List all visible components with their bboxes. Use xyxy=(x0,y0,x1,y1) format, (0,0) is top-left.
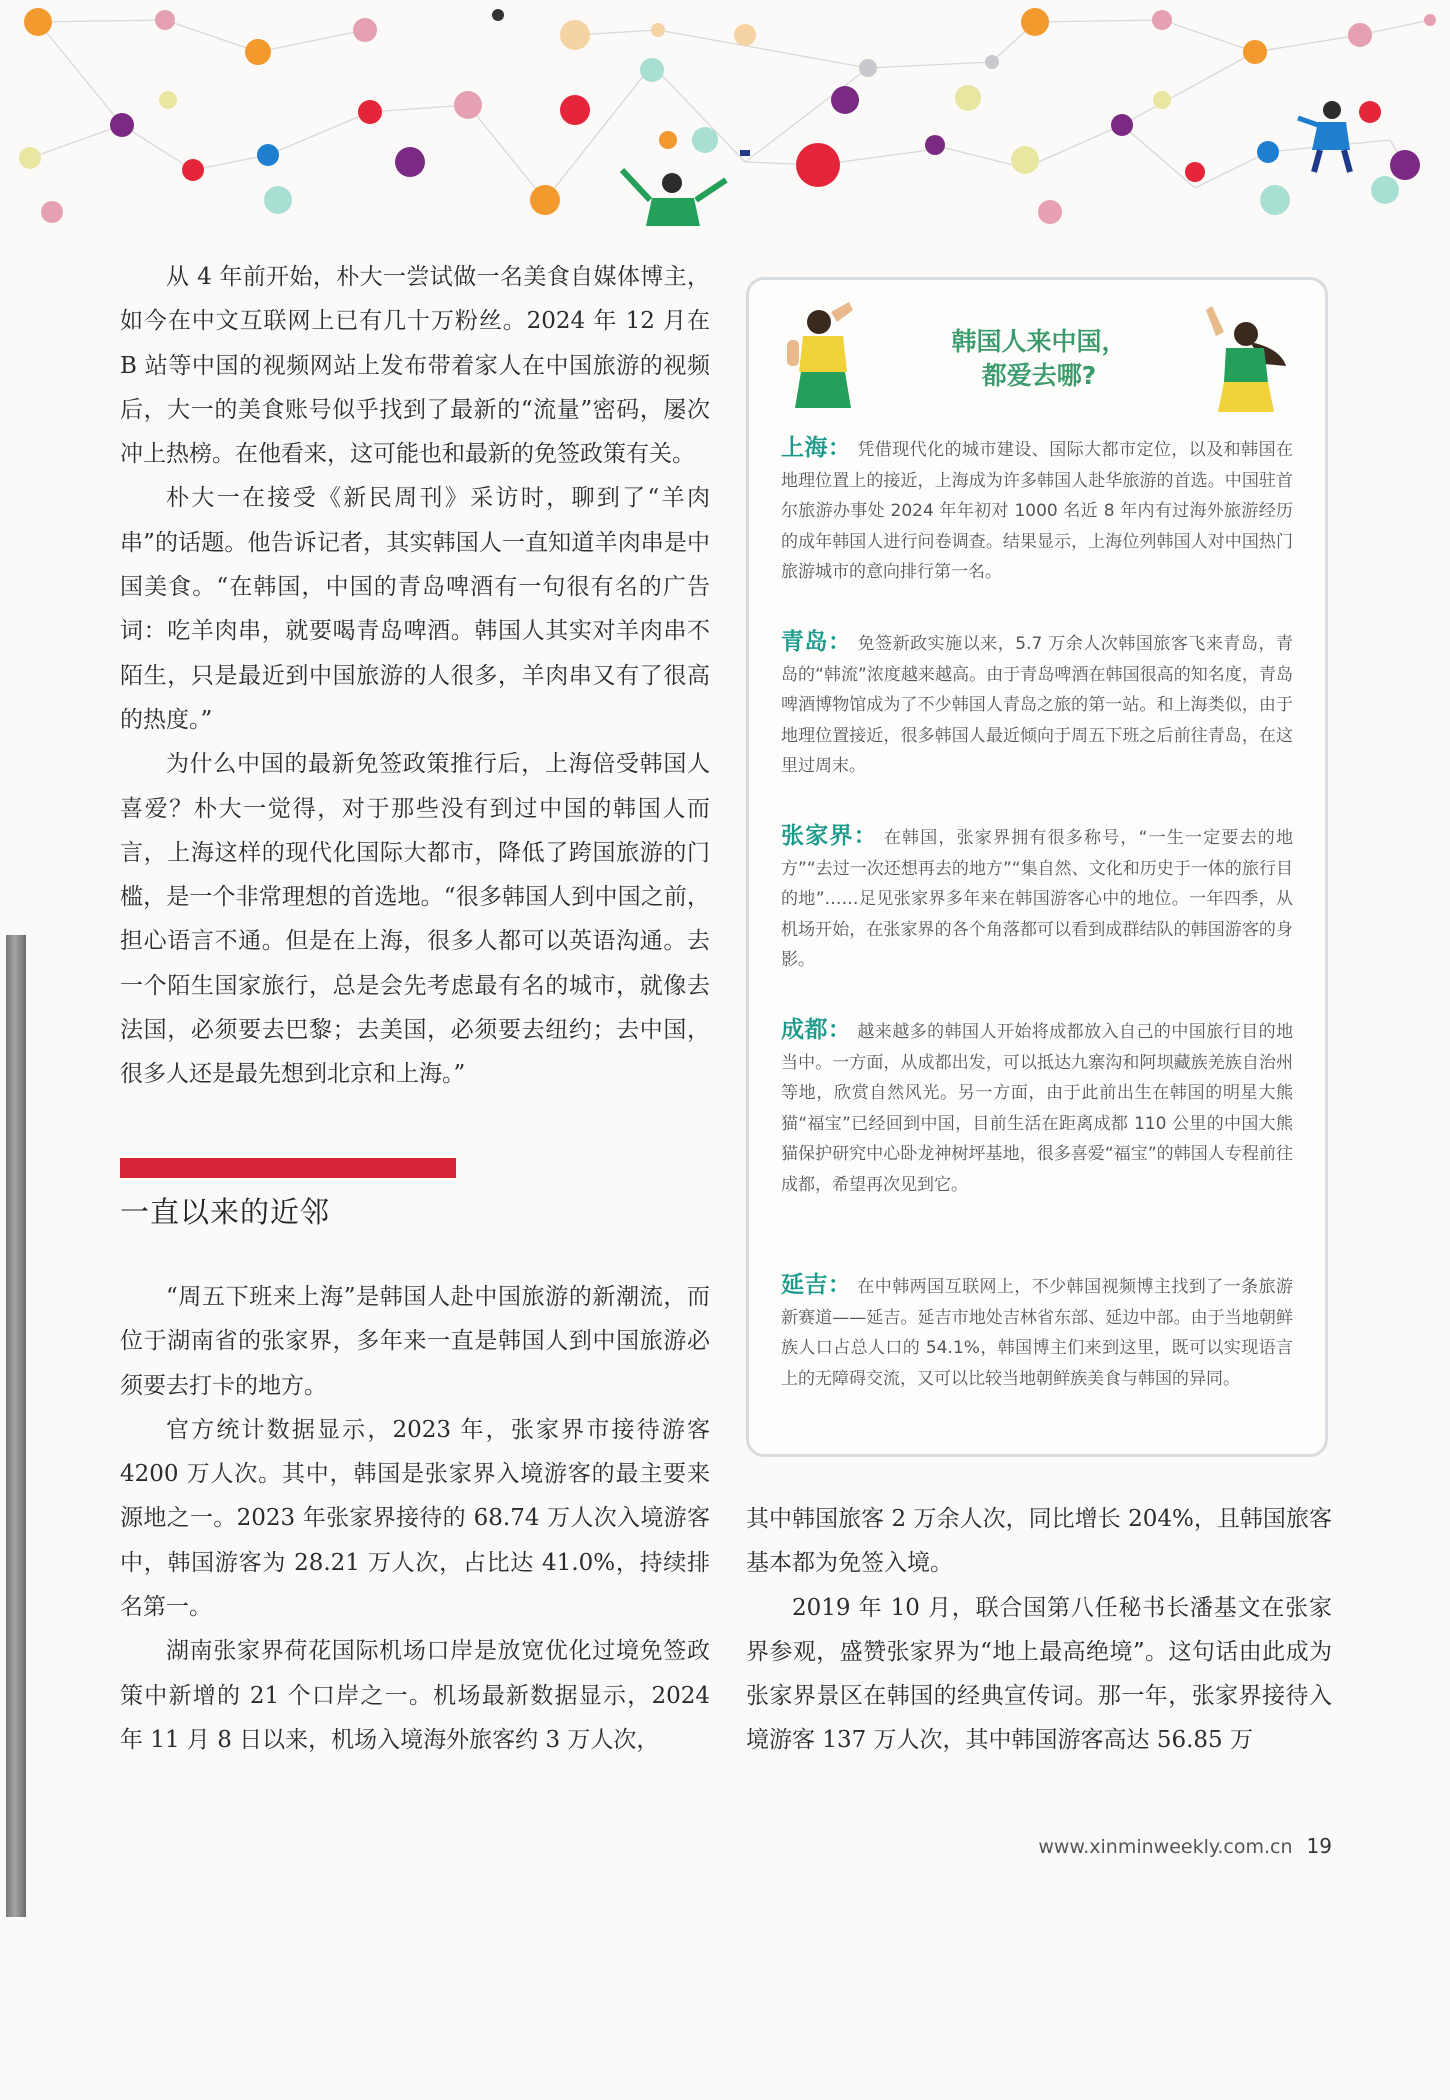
article-body-right xyxy=(746,1497,1332,1763)
binding-edge-strip xyxy=(6,935,26,1917)
paragraph: 为什么中国的最新免签政策推行后，上海倍受韩国人喜爱？朴大一觉得，对于那些没有到过中国的韩国人而言，上海这样的现代化国际大都市，降低了跨国旅游的门槛，是一个非常理想的首选地。“很多韩国人到中国之前，担心语言不通。但是在上海，很多人都可以英语沟通。去一个陌生国家旅行，总是会先考虑最有名的城市，就像去法国，必须要去巴黎；去美国，必须要去纽约；去中国，很多人还是最先想到北京和上海。” xyxy=(120,751,710,1088)
page-footer xyxy=(1038,1834,1332,1858)
destination-entry-zhangjiajie xyxy=(781,821,1293,976)
paragraph: “周五下班来上海”是韩国人赴中国旅游的新潮流，而位于湖南省的张家界，多年来一直是韩国人到中国旅游必须要去打卡的地方。 xyxy=(120,1284,710,1399)
person-figure-right xyxy=(1298,101,1350,172)
paragraph: 从 4 年前开始，朴大一尝试做一名美食自媒体博主，如今在中文互联网上已有几十万粉丝。2024 年 12 月在 B 站等中国的视频网站上发布带着家人在中国旅游的视频后，大一的美食账号似乎找到了最新的“流量”密码，屡次冲上热榜。在他看来，这可能也和最新的免签政策有关。 xyxy=(120,264,710,468)
city-name: 成都： xyxy=(781,1017,852,1043)
section-accent-bar xyxy=(120,1158,456,1178)
paragraph: 官方统计数据显示，2023 年，张家界市接待游客 4200 万人次。其中，韩国是张家界入境游客的最主要来源地之一。2023 年张家界接待的 68.74 万人次入境游客中，韩国游客为 28.21 万人次，占比达 41.0%，持续排名第一。 xyxy=(120,1416,710,1621)
city-description: 免签新政实施以来，5.7 万余人次韩国旅客飞来青岛，青岛的“韩流”浓度越来越高。由于青岛啤酒在韩国很高的知名度，青岛啤酒博物馆成为了不少韩国人青岛之旅的第一站。和上海类似，由于地理位置接近，很多韩国人最近倾向于周五下班之后前往青岛，在这里过周末。 xyxy=(781,634,1294,776)
person-figure-center xyxy=(622,150,750,226)
paragraph: 湖南张家界荷花国际机场口岸是放宽优化过境免签政策中新增的 21 个口岸之一。机场最新数据显示，2024 年 11 月 8 日以来，机场入境海外旅客约 3 万人次， xyxy=(120,1638,710,1753)
city-description: 凭借现代化的城市建设、国际大都市定位，以及和韩国在地理位置上的接近，上海成为许多韩国人赴华旅游的首选。中国驻首尔旅游办事处 2024 年年初对 1000 名近 8 年内有过海外旅游经历的成年韩国人进行问卷调查。结果显示，上海位列韩国人对中国热门旅游城市的意向排行第一名。 xyxy=(781,440,1294,582)
city-description: 在中韩两国互联网上，不少韩国视频博主找到了一条旅游新赛道——延吉。延吉市地处吉林省东部、延边中部。由于当地朝鲜族人口占总人口的 54.1%，韩国博主们来到这里，既可以实现语言上的无障碍交流，又可以比较当地朝鲜族美食与韩国的异同。 xyxy=(781,1277,1294,1389)
page-number: 19 xyxy=(1306,1834,1332,1858)
city-name: 延吉： xyxy=(781,1272,852,1298)
paragraph: 2019 年 10 月，联合国第八任秘书长潘基文在张家界参观，盛赞张家界为“地上最高绝境”。这句话由此成为张家界景区在韩国的经典宣传词。那一年，张家界接待入境游客 137 万人次，其中韩国游客高达 56.85 万 xyxy=(746,1594,1332,1754)
paragraph: 朴大一在接受《新民周刊》采访时，聊到了“羊肉串”的话题。他告诉记者，其实韩国人一直知道羊肉串是中国美食。“在韩国，中国的青岛啤酒有一句很有名的广告词：吃羊肉串，就要喝青岛啤酒。韩国人其实对羊肉串不陌生，只是最近到中国旅游的人很多，羊肉串又有了很高的热度。” xyxy=(120,485,710,733)
paragraph: 其中韩国旅客 2 万余人次，同比增长 204%，且韩国旅客基本都为免签入境。 xyxy=(746,1506,1332,1577)
city-name: 上海： xyxy=(781,435,852,461)
woman-illustration-left xyxy=(779,300,879,415)
sidebar-box-destinations xyxy=(746,277,1328,1457)
city-name: 张家界： xyxy=(781,823,878,849)
section-heading: 一直以来的近邻 xyxy=(120,1195,331,1229)
city-description: 在韩国，张家界拥有很多称号，“一生一定要去的地方”“去过一次还想再去的地方”“集自然、文化和历史于一体的旅行目的地”……足见张家界多年来在韩国游客心中的地位。一年四季，从机场开始，在张家界的各个角落都可以看到成群结队的韩国游客的身影。 xyxy=(781,828,1294,970)
decorative-network-banner xyxy=(0,0,1450,235)
city-name: 青岛： xyxy=(781,629,852,655)
article-body-left xyxy=(120,255,710,1097)
footer-url: www.xinminweekly.com.cn xyxy=(1038,1836,1293,1858)
article-body-left-continued xyxy=(120,1275,710,1762)
woman-illustration-right xyxy=(1184,302,1294,417)
destination-entry-qingdao xyxy=(781,627,1293,782)
destination-entry-yanji xyxy=(781,1270,1293,1394)
destination-entry-shanghai xyxy=(781,433,1293,588)
sidebar-title: 韩国人来中国， 都爱去哪? xyxy=(951,327,1127,390)
destination-entry-chengdu xyxy=(781,1015,1293,1200)
city-description: 越来越多的韩国人开始将成都放入自己的中国旅行目的地当中。一方面，从成都出发，可以抵达九寨沟和阿坝藏族羌族自治州等地，欣赏自然风光。另一方面，由于此前出生在韩国的明星大熊猫“福宝”已经回到中国，目前生活在距离成都 110 公里的中国大熊猫保护研究中心卧龙神树坪基地，很多喜爱“福宝”的韩国人专程前往成都，希望再次见到它。 xyxy=(781,1022,1294,1195)
